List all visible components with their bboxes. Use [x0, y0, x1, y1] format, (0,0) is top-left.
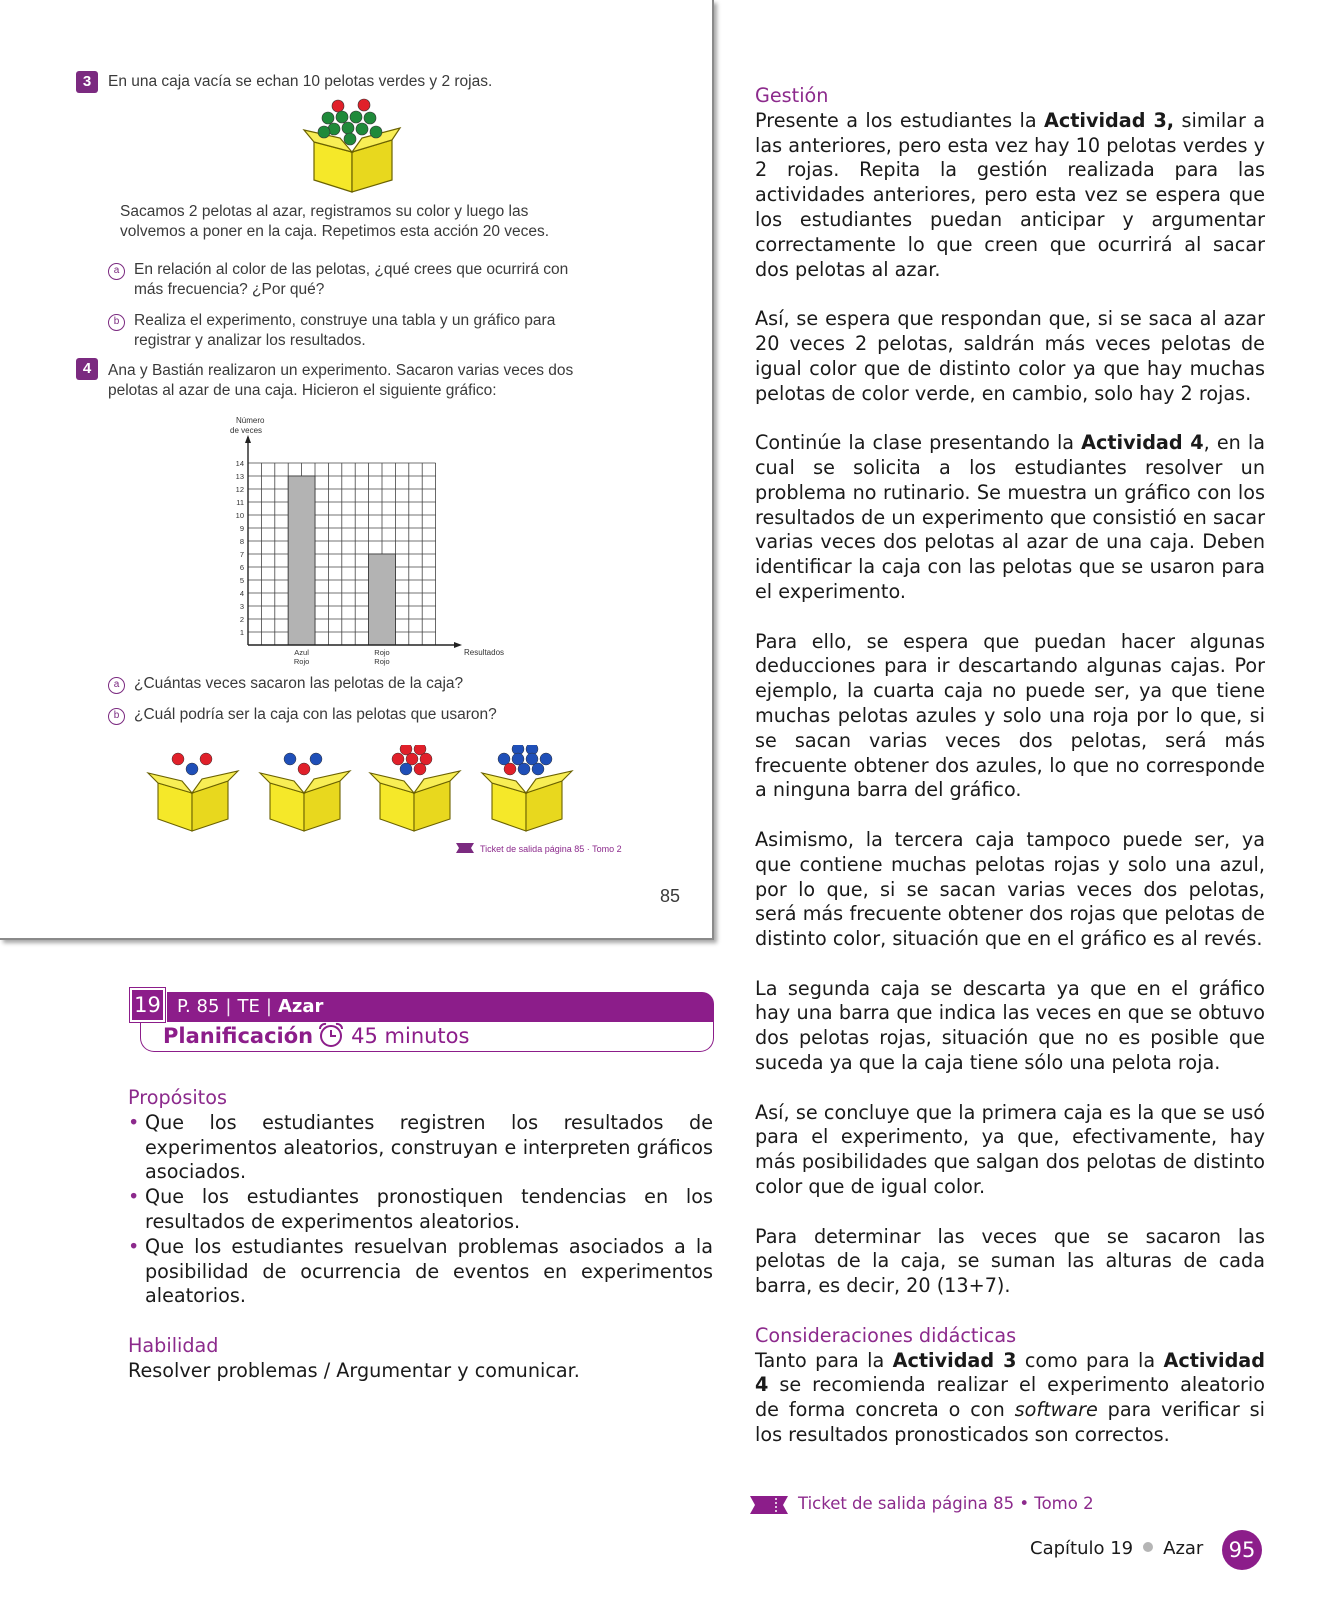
banner-bar: P. 85 | TE | Azar: [167, 992, 714, 1022]
lesson-number: 19: [130, 988, 165, 1022]
y-tick-label: 3: [239, 602, 244, 611]
question-b-letter: b: [108, 314, 125, 331]
activity-3-text: En una caja vacía se echan 10 pelotas verdes y 2 rojas.: [108, 73, 493, 90]
y-axis-arrow-icon: [245, 435, 251, 443]
student-page-thumbnail: [0, 0, 714, 940]
y-tick-label: 6: [239, 563, 244, 572]
guide-paragraph-1: Presente a los estudiantes la Actividad 3, similar a las anteriores, pero esta vez hay 10 pelotas verdes y 2 rojas. Repita la gestión realizada para las actividades anteriores, pero esta vez se espera que los estudiantes puedan anticipar y argumentar correctamente lo que creen que ocurrirá al sacar dos pelotas al azar.: [755, 108, 1265, 281]
ticket-icon: [456, 843, 474, 853]
page-reference: P. 85: [177, 996, 220, 1017]
te-label: TE: [237, 996, 260, 1017]
guide-paragraph-6: La segunda caja se descarta ya que en el gráfico hay una barra que indica las veces en que se obtuvo dos pelotas rojas, situación que no es posible que suceda ya que la caja tiene sólo una pelota roja.: [755, 976, 1265, 1075]
topic-label: Azar: [277, 996, 324, 1017]
separator-dot-icon: [1143, 1542, 1153, 1552]
student-ticket: [456, 843, 622, 854]
planning-row: [140, 1022, 714, 1052]
y-tick-label: 2: [239, 615, 244, 624]
x-tick-label: Rojo: [374, 657, 390, 666]
guide-paragraph-7: Así, se concluye que la primera caja es la que se usó para el experimento, ya que, efectivamente, hay más posibilidades que salgan dos pelotas de distinto color que de igual color.: [755, 1100, 1265, 1199]
box-1-icon: [148, 753, 238, 831]
box-2-icon: [260, 753, 350, 831]
page-number: 95: [1222, 1530, 1262, 1570]
activity-4-text-line-1: Ana y Bastián realizaron un experimento. Sacaron varias veces dos: [108, 362, 574, 379]
box-4-icon: [482, 745, 572, 831]
y-tick-label: 11: [236, 498, 244, 507]
consideraciones-heading: Consideraciones didácticas: [755, 1323, 1017, 1347]
chart-grid: [248, 463, 436, 645]
y-tick-label: 8: [239, 537, 244, 546]
proposito-item: • Que los estudiantes registren los resultados de experimentos aleatorios, construyan e interpreten gráficos asociados.: [128, 1111, 713, 1185]
chapter-topic: Azar: [1163, 1538, 1204, 1559]
activity-4-question-a: ¿Cuántas veces sacaron las pelotas de la caja?: [134, 675, 464, 692]
proposito-item: • Que los estudiantes pronostiquen tendencias en los resultados de experimentos aleatorios.: [128, 1185, 713, 1235]
guide-paragraph-4: Para ello, se espera que puedan hacer algunas deducciones para ir descartando algunas cajas. Por ejemplo, la cuarta caja no puede ser, ya que tiene muchas pelotas azules y solo una roja por lo que, si se sacan varias veces dos pelotas, será más frecuente obtener dos azules, lo que no corresponde a ninguna barra del gráfico.: [755, 629, 1265, 802]
y-tick-label: 10: [235, 511, 244, 520]
propositos-heading: Propósitos: [128, 1086, 227, 1109]
planificacion-label: Planificación: [163, 1024, 314, 1048]
x-tick-label: Rojo: [374, 648, 390, 657]
candidate-boxes-illustration: [146, 745, 586, 840]
chapter-footer: [1030, 1538, 1203, 1559]
results-bar-chart: [210, 415, 530, 675]
y-tick-label: 5: [239, 576, 244, 585]
chart-bar: [288, 476, 315, 645]
student-ticket-text: Ticket de salida página 85 · Tomo 2: [480, 844, 622, 854]
activity-3-question-b-line-2: registrar y analizar los resultados.: [134, 332, 366, 349]
chart-x-labels: [294, 648, 390, 666]
activity-4-question-b: ¿Cuál podría ser la caja con las pelotas que usaron?: [134, 706, 497, 723]
guide-column: [755, 84, 1265, 1473]
activity-3-instructions-line-2: volvemos a poner en la caja. Repetimos esta acción 20 veces.: [120, 223, 550, 240]
ticket-icon: [750, 1496, 788, 1514]
y-tick-label: 9: [239, 524, 244, 533]
propositos-list: [128, 1111, 713, 1309]
chart-y-ticks: [236, 459, 244, 637]
activity-4-number: 4: [76, 358, 98, 380]
y-tick-label: 1: [239, 628, 244, 637]
activity-3-instructions-line-1: Sacamos 2 pelotas al azar, registramos su color y luego las: [120, 203, 529, 220]
chart-axes: [245, 435, 462, 648]
activity-3-number: 3: [76, 71, 98, 93]
y-tick-label: 7: [239, 550, 244, 559]
activity-4-text-line-2: pelotas al azar de una caja. Hicieron el siguiente gráfico:: [108, 382, 497, 399]
activity-3-question-b-line-1: Realiza el experimento, construye una tabla y un gráfico para: [134, 312, 556, 329]
habilidad-heading: Habilidad: [128, 1333, 219, 1357]
footer-ticket-text: Ticket de salida página 85 • Tomo 2: [798, 1494, 1094, 1513]
y-axis-label-line-1: Número: [236, 416, 265, 425]
y-tick-label: 12: [235, 485, 244, 494]
student-page-number: 85: [660, 886, 681, 906]
x-axis-arrow-icon: [454, 642, 462, 648]
guide-paragraph-8: Para determinar las veces que se sacaron las pelotas de la caja, se suman las alturas de cada barra, es decir, 20 (13+7).: [755, 1224, 1265, 1298]
activity-3-question-a-line-2: más frecuencia? ¿Por qué?: [134, 281, 325, 298]
guide-paragraph-9: Tanto para la Actividad 3 como para la Actividad 4 se recomienda realizar el experimento aleatorio de forma concreta o con software para verificar si los resultados pronosticados son correctos.: [755, 1348, 1266, 1447]
question-a-letter: a: [108, 263, 125, 280]
guide-paragraph-3: Continúe la clase presentando la Actividad 4, en la cual se solicita a los estudiantes resolver un problema no rutinario. Se muestra un gráfico con los resultados de un experimento que consistió en sacar varias veces dos pelotas al azar de una caja. Deben identificar la caja con las pelotas que se usaron para el experimento.: [755, 431, 1265, 603]
x-tick-label: Azul: [294, 648, 309, 657]
guide-paragraph-5: Asimismo, la tercera caja tampoco puede ser, ya que contiene muchas pelotas rojas y solo una azul, por lo que, si se sacan varias veces dos pelotas, será más frecuente obtener dos rojas que pelotas de distinto color, situación que en el gráfico es al revés.: [755, 827, 1265, 951]
y-tick-label: 14: [235, 459, 244, 468]
duration-label: 45 minutos: [351, 1024, 470, 1048]
box-3-icon: [370, 745, 460, 831]
planning-banner: [130, 988, 714, 1060]
y-tick-label: 4: [239, 589, 244, 598]
guide-paragraph-2: Así, se espera que respondan que, si se saca al azar 20 veces 2 pelotas, saldrán más veces pelotas de igual color que de distinto color ya que hay muchas pelotas de color verde, en cambio, solo hay 2 rojas.: [755, 307, 1265, 405]
habilidad-text: Resolver problemas / Argumentar y comunicar.: [128, 1358, 580, 1382]
activity-3-question-a-line-1: En relación al color de las pelotas, ¿qué crees que ocurrirá con: [134, 261, 569, 278]
chart-bar: [369, 554, 396, 645]
alarm-clock-icon: [317, 1022, 345, 1048]
left-column: [128, 1086, 713, 1384]
chapter-label: Capítulo 19: [1030, 1538, 1134, 1559]
box-green-red-balls-illustration: [300, 96, 405, 196]
y-axis-label-line-2: de veces: [230, 426, 263, 435]
gestion-heading: Gestión: [755, 84, 829, 107]
activity-4-question-b-letter: b: [108, 708, 125, 725]
y-tick-label: 13: [235, 472, 244, 481]
x-tick-label: Rojo: [293, 657, 310, 666]
x-axis-label: Resultados: [464, 648, 505, 657]
activity-4-question-a-letter: a: [108, 677, 125, 694]
proposito-item: • Que los estudiantes resuelvan problemas asociados a la posibilidad de ocurrencia de eventos en experimentos aleatorios.: [128, 1235, 713, 1309]
